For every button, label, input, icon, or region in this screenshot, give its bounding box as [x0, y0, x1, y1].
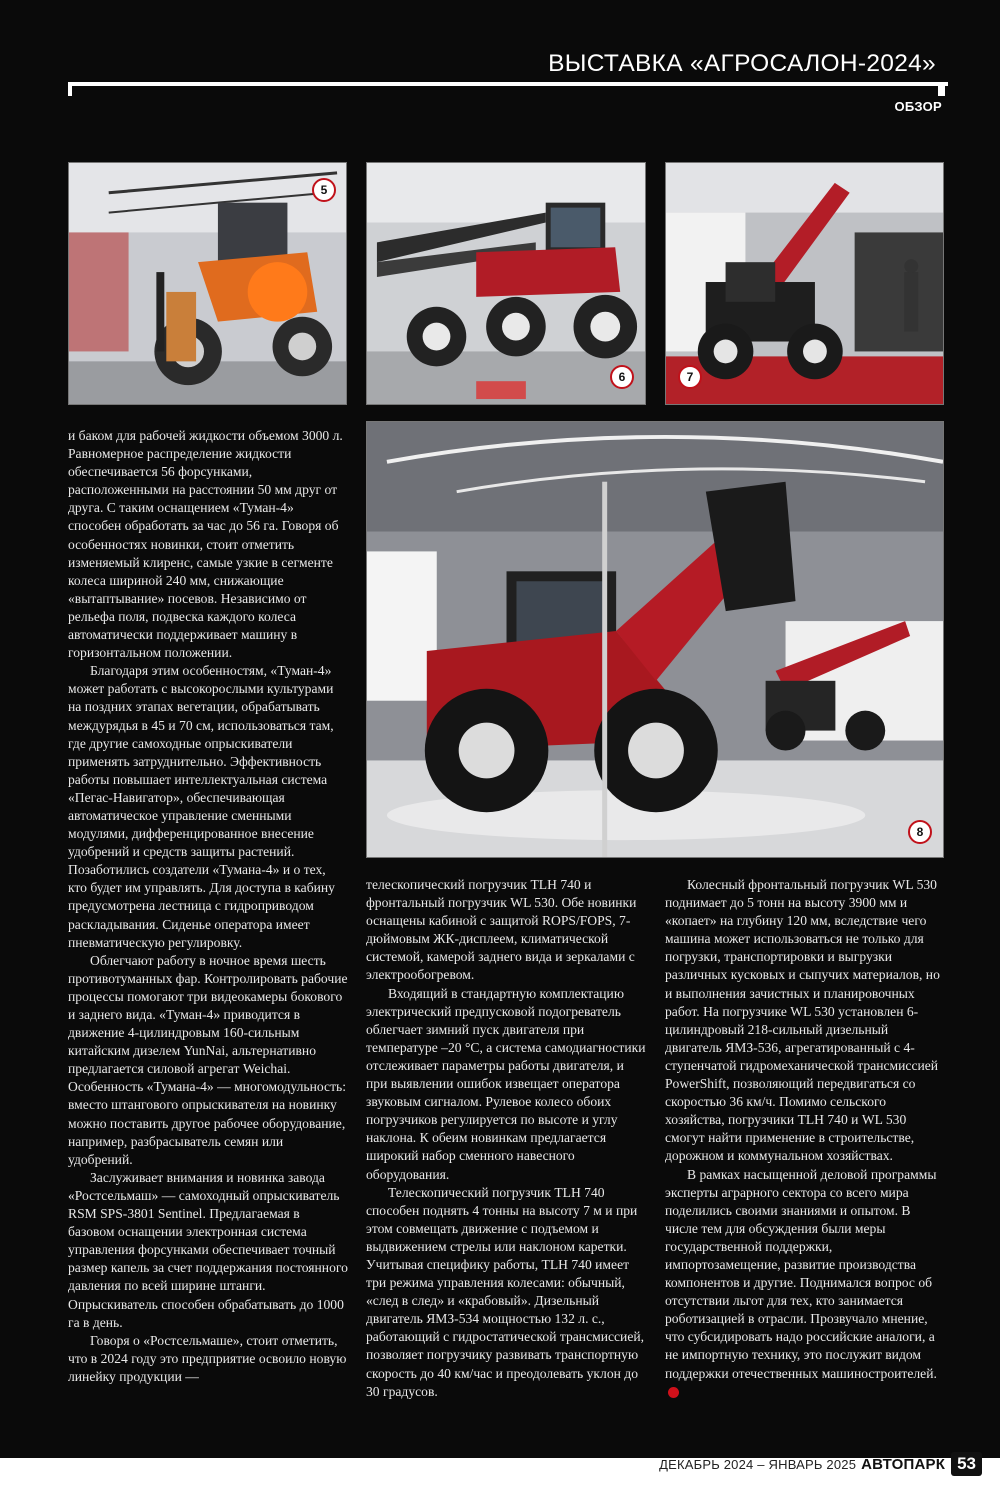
magazine-name: АВТОПАРК — [861, 1455, 946, 1473]
paragraph: Колесный фронтальный погрузчик WL 530 поднимает до 5 тонн на высоту 3900 мм и «копает» на глубину 120 мм, вследствие чего машина может использоваться не только для погрузки, транспортировки и выгрузки различных кусковых и сыпучих материалов, но и выполнения зачистных и планировочных работ. На погрузчике WL 530 установлен 6-цилиндровый 218-сильный дизельный двигатель ЯМЗ-536, агрегатированный с 4-ступенчатой гидромеханической трансмиссией PowerShift, позволяющий передвигаться со скоростью 36 км/ч. Помимо сельского хозяйства, погрузчики TLH 740 и WL 530 смогут найти применение в строительстве, дорожном и коммунальном хозяйствах. — [665, 877, 940, 1164]
paragraph: Облегчают работу в ночное время шесть противотуманных фар. Контролировать рабочие процессы помогают три видеокамеры бокового и заднего вида. «Туман-4» приводится в движение 4-цилиндровым 160-сильным китайским дизелем YunNai, альтернативно предлагается силовой агрегат Weichai. Особенность «Тумана-4» — многомодульность: вместо штангового опрыскивателя на новинку можно поставить другое рабочее оборудование, например, разбрасыватель семян или удобрений. — [68, 952, 348, 1167]
photo-5-illustration — [69, 163, 346, 404]
section-label: ОБЗОР — [894, 99, 942, 114]
photo-number-badge: 5 — [312, 178, 336, 202]
photo-7-illustration — [666, 163, 943, 404]
page-number: 53 — [951, 1452, 982, 1476]
photo-number-badge: 7 — [678, 365, 702, 389]
paragraph-text: В рамках насыщенной деловой программы эксперты аграрного сектора со всего мира поделились своими знаниями и опытом. В числе тем для обсуждения были меры государственной поддержки, импортозамещение, развитие производства компонентов и другие. Поднимался вопрос об отсутствии льгот для тех, кто занимается роботизацией в отрасли. Прозвучало мнение, что субсидировать надо российские аналоги, а не импортную технику, это послужит видом поддержки отечественных машиностроителей. — [665, 1166, 937, 1381]
paragraph — [665, 1166, 945, 1401]
paragraph: Говоря о «Ростсельмаше», стоит отметить, что в 2024 году это предприятие освоило новую линейку продукции — — [68, 1332, 347, 1384]
header-rule — [68, 82, 948, 86]
header-tick — [938, 82, 945, 96]
paragraph: Благодаря этим особенностям, «Туман-4» может работать с высокорослыми культурами на поздних этапах вегетации, обрабатывать междурядья в 45 и 70 см, использоваться там, где другие самоходные опрыскиватели применять затруднительно. Эффективность работы повышает интеллектуальная система «Пегас-Навигатор», обеспечивающая автоматическое управление сменными модулями, дифференцированное внесение удобрений и средств защиты растений. Позаботились создатели «Тумана-4» и о тех, кто будет им управлять. Для доступа в кабину предусмотрена лестница с гидроприводом раскладывания. Сиденье оператора имеет пневматическую регулировку. — [68, 663, 335, 950]
article-column-3 — [665, 876, 945, 1401]
paragraph: телескопический погрузчик TLH 740 и фронтальный погрузчик WL 530. Обе новинки оснащены кабиной с защитой ROPS/FOPS, 7-дюймовым ЖК-дисплеем, климатической системой, камерой заднего вида и зеркалами с электрообогревом. — [366, 877, 637, 983]
header-rule-end — [68, 82, 72, 96]
photo-7 — [665, 162, 944, 405]
page-footer — [659, 1452, 982, 1476]
end-of-article-icon — [668, 1387, 679, 1398]
paragraph: Заслуживает внимания и новинка завода «Ростсельмаш» — самоходный опрыскиватель RSM SPS-3801 Sentinel. Предлагаемая в базовом оснащении электронная система управления форсунками обеспечивает точный размер капель за счет поддержания постоянного давления по всей ширине штанги. Опрыскиватель способен обрабатывать до 1000 га в день. — [68, 1169, 348, 1330]
photo-5 — [68, 162, 347, 405]
photo-8-illustration — [367, 422, 943, 857]
article-column-1 — [68, 427, 348, 1386]
photo-number-badge: 6 — [610, 365, 634, 389]
photo-8 — [366, 421, 944, 858]
photo-number-badge: 8 — [908, 820, 932, 844]
paragraph: Входящий в стандартную комплектацию электрический предпусковой подогреватель облегчает зимний пуск двигателя при температуре –20 °С, а система самодиагностики отслеживает параметры работы двигателя, и при выявлении ошибок извещает оператора звуковым сигналом. Рулевое колесо обоих погрузчиков регулируется по высоте и углу наклона. К обеим новинкам предлагается широкий набор сменного навесного оборудования. — [366, 985, 646, 1182]
photo-6 — [366, 162, 646, 405]
article-column-2 — [366, 876, 646, 1401]
paragraph: Телескопический погрузчик TLH 740 способен поднять 4 тонны на высоту 7 м и при этом совмещать движение с подъемом и выдвижением стрелы или наклоном каретки. Учитывая специфику работы, TLH 740 имеет три режима управления колесами: обычный, «след в след» и «крабовый». Дизельный двигатель ЯМЗ-534 мощностью 132 л. с., работающий с гидростатической трансмиссией, позволяет погрузчику развивать транспортную скорость до 40 км/час и преодолевать уклон до 30 градусов. — [366, 1184, 645, 1399]
paragraph: и баком для рабочей жидкости объемом 3000 л. Равномерное распределение жидкости обеспечивается 56 форсунками, расположенными на расстоянии 50 мм друг от друга. С таким оснащением «Туман-4» способен обработать за час до 56 га. Говоря об особенностях новинки, стоит отметить изменяемый клиренс, самые узкие в сегменте колеса шириной 240 мм, снижающие «вытаптывание» посевов. Независимо от рельефа поля, подвеска каждого колеса автоматически поддерживает машину в горизонтальном положении. — [68, 428, 343, 661]
header-title: ВЫСТАВКА «АГРОСАЛОН-2024» — [548, 50, 936, 77]
issue-date: ДЕКАБРЬ 2024 – ЯНВАРЬ 2025 — [659, 1456, 857, 1472]
photo-6-illustration — [367, 163, 645, 404]
